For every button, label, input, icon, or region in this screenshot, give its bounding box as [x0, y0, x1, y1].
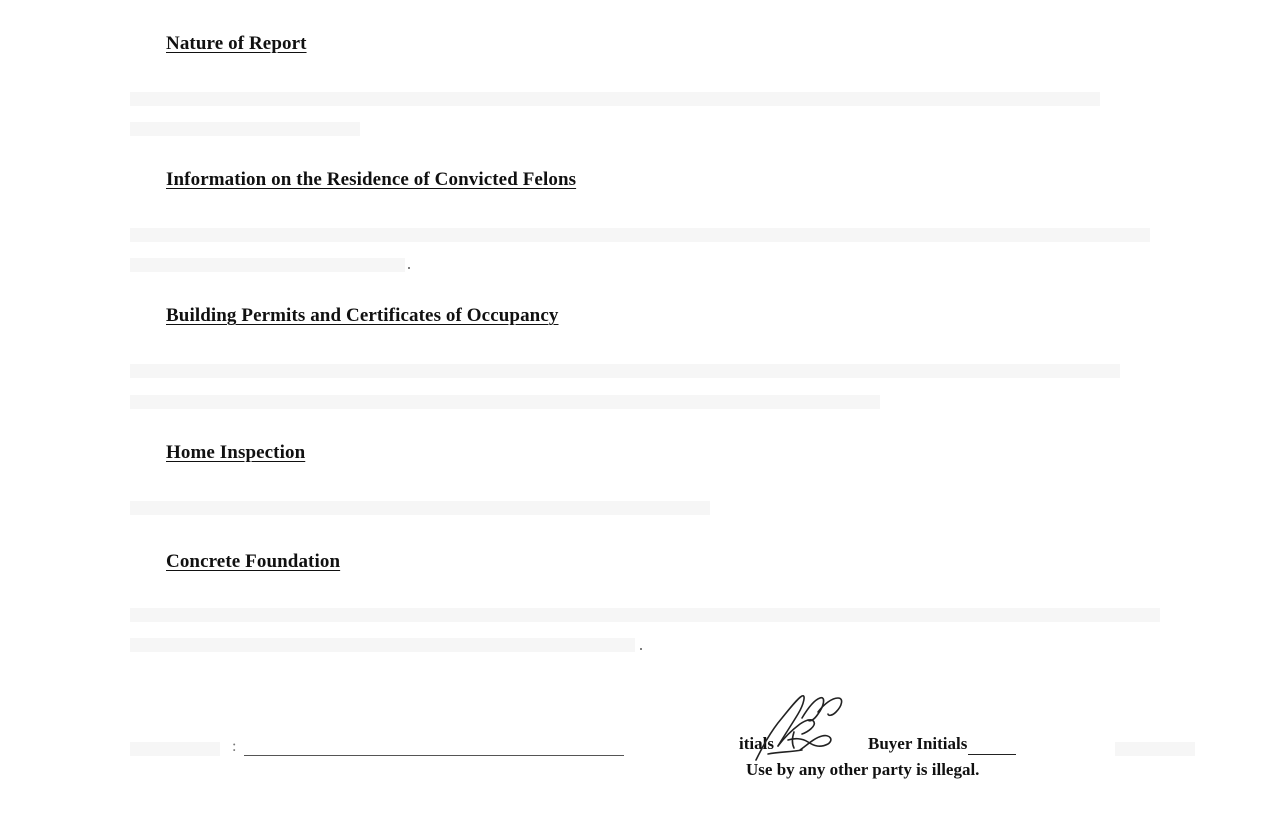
handwritten-initials-signature	[748, 688, 858, 768]
period-mark	[640, 648, 642, 650]
faded-text-line	[130, 228, 1150, 242]
section-heading-concrete-foundation: Concrete Foundation	[166, 551, 341, 572]
footer-colon: :	[232, 738, 237, 755]
faded-text-line	[130, 501, 710, 515]
section-heading-nature-of-report: Nature of Report	[166, 33, 307, 54]
faded-text-line	[1115, 742, 1195, 756]
faded-text-line	[130, 364, 1120, 378]
signature-line	[244, 755, 624, 756]
usage-notice: Use by any other party is illegal.	[746, 760, 980, 779]
period-mark	[408, 267, 410, 269]
buyer-initials-field	[868, 734, 1016, 755]
buyer-initials-label: Buyer Initials	[868, 734, 968, 753]
faded-text-line	[130, 742, 220, 756]
section-heading-convicted-felons: Information on the Residence of Convicted Felons	[166, 169, 577, 190]
buyer-initials-blank	[968, 734, 1016, 755]
section-heading-home-inspection: Home Inspection	[166, 442, 306, 463]
faded-text-line	[130, 638, 635, 652]
faded-text-line	[130, 395, 880, 409]
section-heading-building-permits: Building Permits and Certificates of Occupancy	[166, 305, 559, 326]
faded-text-line	[130, 122, 360, 136]
faded-text-line	[130, 608, 1160, 622]
faded-text-line	[130, 92, 1100, 106]
seller-initials-label: itials	[739, 734, 774, 753]
faded-text-line	[130, 258, 405, 272]
